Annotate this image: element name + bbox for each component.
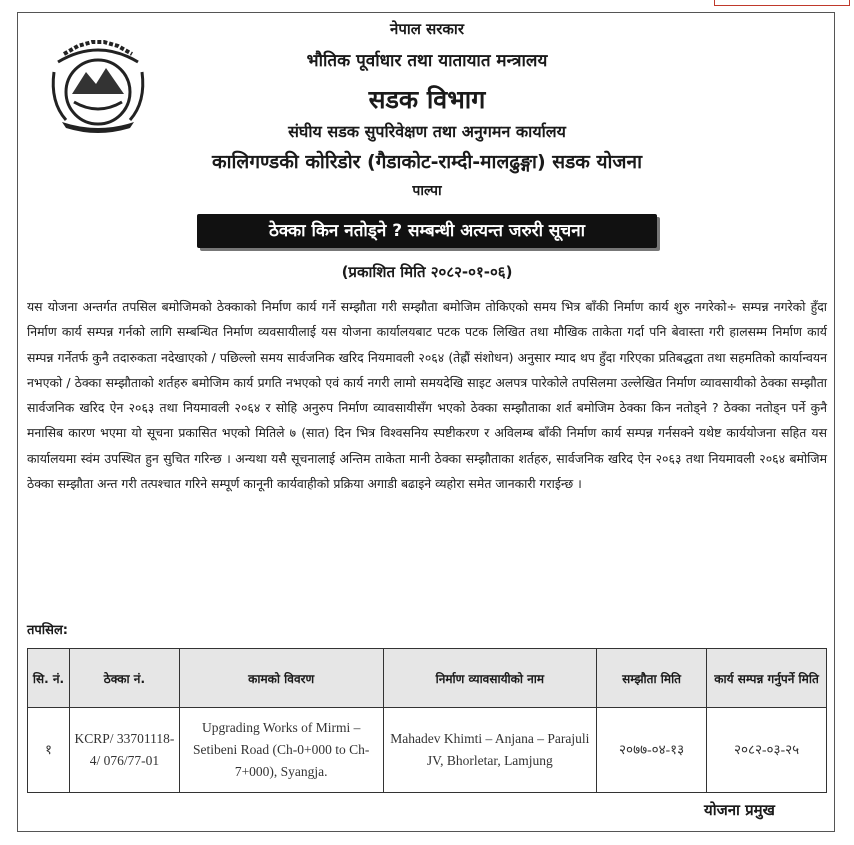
col-header-completion-date: कार्य सम्पन्न गर्नुपर्ने मिति (707, 649, 827, 708)
header-office: संघीय सडक सुपरिवेक्षण तथा अनुगमन कार्यालय (288, 122, 566, 141)
table-header-row (28, 649, 827, 708)
cell-agreement-date: २०७७-०४-१३ (597, 708, 707, 793)
cell-work-description: Upgrading Works of Mirmi – Setibeni Road (Ch-0+000 to Ch-7+000), Syangja. (179, 708, 383, 793)
top-edge-tab (714, 0, 850, 6)
published-date: (प्रकाशित मिति २०८२-०१-०६) (341, 263, 513, 281)
col-header-work-description: कामको विवरण (179, 649, 383, 708)
cell-serial: १ (28, 708, 70, 793)
cell-contract-no: KCRP/ 33701118-4/ 076/77-01 (69, 708, 179, 793)
cell-contractor-name: Mahadev Khimti – Anjana – Parajuli JV, Bhorletar, Lamjung (383, 708, 597, 793)
col-header-serial: सि. नं. (28, 649, 70, 708)
header-department: सडक विभाग (368, 85, 486, 114)
col-header-contractor-name: निर्माण व्यावसायीको नाम (383, 649, 597, 708)
col-header-contract-no: ठेक्का नं. (69, 649, 179, 708)
header-ministry: भौतिक पूर्वाधार तथा यातायात मन्त्रालय (306, 51, 548, 71)
header-location: पाल्पा (412, 183, 442, 199)
notice-title-banner: ठेक्का किन नतोड्ने ? सम्बन्धी अत्यन्त जरुरी सूचना (197, 214, 657, 248)
cell-completion-date: २०८२-०३-२५ (707, 708, 827, 793)
notice-body: यस योजना अन्तर्गत तपसिल बमोजिमको ठेक्काको निर्माण कार्य गर्ने सम्झौता गरी सम्झौता बमोजिम तोकिएको समय भित्र बाँकी निर्माण कार्य शुरु नगरेको÷ सम्पन्न नगरेको हुँदा निर्माण कार्य सम्पन्न गर्नको लागि सम्बन्धित निर्माण व्यवसायीलाई यस योजना कार्यालयबाट पटक पटक लिखित तथा मौखिक ताकेता गर्दा पनि बेवास्ता गरी हालसम्म निर्माण कार्य सम्पन्न गर्नेतर्फ कुनै तदारुकता नदेखाएको / पछिल्लो समय सार्वजनिक खरिद नियमावली २०६४ (तेह्रौं संशोधन) अनुसार म्याद थप हुँदा गरिएका प्रतिबद्धता तथा सहमतिको कार्यान्वयन नभएको / ठेक्का सम्झौताको शर्तहरु बमोजिम कार्य प्रगति नभएको एवं कार्य नगरी लामो समयदेखि साइट अलपत्र पारेकोले तपसिलमा उल्लेखित निर्माण व्यावसायीको ठेक्का सम्झौता सार्वजनिक खरिद ऐन २०६३ तथा नियमावली २०६४ र सोहि अनुरुप निर्माण व्यावसायीसँग भएको ठेक्का सम्झौताका शर्त बमोजिम ठेक्का किन नतोड्ने ? ठेक्का नतोड्न पर्ने कुनै मनासिब कारण भएमा यो सूचना प्रकासित भएको मितिले ७ (सात) दिन भित्र विश्वसनिय स्पष्टीकरण र अविलम्ब बाँकी निर्माण कार्य सम्पन्न गर्नसक्ने यथेष्ट कार्ययोजना सहित यस कार्यालयमा स्वंम उपस्थित हुन सुचित गरिन्छ । अन्यथा यसै सूचनालाई अन्तिम ताकेता मानी ठेक्का सम्झौताका शर्तहरु, सार्वजनिक खरिद ऐन २०६३ तथा नियमावली २०६४ बमोजिम ठेक्का सम्झौता अन्त गरी तत्पश्चात गरिने सम्पूर्ण कानूनी कार्यवाहीको प्रक्रिया अगाडी बढाइने व्यहोरा समेत जानकारी गराईन्छ । (27, 299, 827, 492)
col-header-agreement-date: सम्झौता मिति (597, 649, 707, 708)
signature-title: योजना प्रमुख (704, 801, 775, 819)
header-line-1: नेपाल सरकार (390, 20, 464, 38)
header-project: कालिगण्डकी कोरिडोर (गैडाकोट-राम्दी-मालढुङ्गा) सडक योजना (212, 151, 642, 173)
schedule-table (27, 648, 827, 793)
table-row (28, 708, 827, 793)
schedule-label: तपसिल: (27, 623, 68, 638)
